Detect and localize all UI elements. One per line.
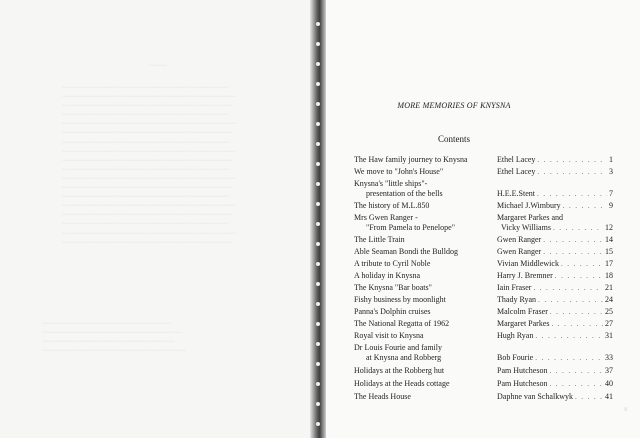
toc-entry-title: Fishy business by moonlight xyxy=(354,295,446,304)
binding-hole xyxy=(316,142,320,146)
binding-hole xyxy=(316,322,320,326)
toc-entry-title: A holiday in Knysna xyxy=(354,271,420,280)
toc-entry-title: Holidays at the Robberg hut xyxy=(354,366,445,375)
leader-dots xyxy=(563,201,607,211)
binding-hole xyxy=(316,362,320,366)
leader-dots xyxy=(549,366,603,376)
binding-hole xyxy=(316,262,320,266)
toc-entry-author: Gwen Ranger . . . 14 xyxy=(497,235,613,245)
leader-dots xyxy=(537,155,607,165)
page-number: 40 xyxy=(605,379,613,388)
binding-hole xyxy=(316,382,320,386)
toc-entry-title: The history of M.L.850 xyxy=(354,201,430,210)
toc-entry-author: Hugh Ryan . . . 31 xyxy=(497,331,613,341)
leader-dots xyxy=(543,247,603,257)
binding-hole xyxy=(316,122,320,126)
toc-entry-title: Mrs Gwen Ranger - "From Pamela to Penelope" xyxy=(354,213,455,232)
page-number: 14 xyxy=(605,235,613,244)
toc-entry-title: We move to "John's House" xyxy=(354,167,444,176)
toc-entry-title: The Heads House xyxy=(354,392,411,401)
toc-entry-author: Daphne van Schalkwyk . . . 41 xyxy=(497,392,613,402)
toc-entry-author: Iain Fraser . . . 21 xyxy=(497,283,613,293)
leader-dots xyxy=(535,331,603,341)
binding-hole xyxy=(316,42,320,46)
toc-entry-title: Able Seaman Bondi the Bulldog xyxy=(354,247,458,256)
toc-entry-title: The National Regatta of 1962 xyxy=(354,319,450,328)
toc-entry-author: Thady Ryan . . . 24 xyxy=(497,295,613,305)
toc-entry-author: Gwen Ranger . . . 15 xyxy=(497,247,613,257)
leader-dots xyxy=(538,295,603,305)
toc-entry-author: Pam Hutcheson . . . 40 xyxy=(497,379,613,389)
toc-entry-author: Ethel Lacey . . . 3 xyxy=(497,167,613,177)
toc-entry-title: Royal visit to Knysna xyxy=(354,331,424,340)
contents-heading: Contents xyxy=(437,134,470,144)
toc-entry-title: Dr Louis Fourie and family at Knysna and Robberg xyxy=(354,343,442,362)
toc-entry-title: The Haw family journey to Knysna xyxy=(354,155,468,164)
toc-entry-author: Michael J.Wimbury . . . 9 xyxy=(497,201,613,211)
bleed-through-text: ~~~~~ xyxy=(148,62,167,70)
binding-hole xyxy=(316,222,320,226)
binding-hole xyxy=(316,182,320,186)
binding-hole xyxy=(316,162,320,166)
page-number: 9 xyxy=(609,201,613,210)
leader-dots xyxy=(575,392,603,402)
page-number: 17 xyxy=(605,259,613,268)
toc-entry-author: H.E.E.Stent . . . 7 xyxy=(497,189,613,199)
page-number: 27 xyxy=(605,319,613,328)
toc-entry-author: Margaret Parkes . . . 27 xyxy=(497,319,613,329)
page-number: 15 xyxy=(605,247,613,256)
toc-entry-author: Bob Fourie . . . 33 xyxy=(497,353,613,363)
binding-hole xyxy=(316,102,320,106)
page-number: 7 xyxy=(609,189,613,198)
left-page xyxy=(0,0,314,438)
binding-hole xyxy=(316,282,320,286)
page-number: 18 xyxy=(605,271,613,280)
toc-entry-author: Ethel Lacey . . . 1 xyxy=(497,155,613,165)
leader-dots xyxy=(535,353,603,363)
leader-dots xyxy=(537,167,607,177)
toc-entry-title: The Knysna "Bar boats" xyxy=(354,283,432,292)
page-number: 41 xyxy=(605,392,613,401)
binding-hole xyxy=(316,242,320,246)
toc-entry-title: Holidays at the Heads cottage xyxy=(354,379,450,388)
page-corner-mark: \/ xyxy=(624,407,628,413)
binding-hole xyxy=(316,202,320,206)
page-number: 25 xyxy=(605,307,613,316)
bleed-through-text: ~~~~~~~~~~~~~~~~~~~~~~~~~~~~~~~~~~~~~~~~~~~~ ~~~~~~~~~~~~~~~~~~~~~~~~~~~~~~~~~~~~~~~~~~~~~~ ~~~~~~~~~~~~~~~~~~~~~~~~~~~~~~~~~~~~~~~~~~~~~ ~~~~~~~~~~~~~~~~~~~~~~~~~~~~~~~~~~~~~~~~~~~~ ~~~~~~~~~~~~~~~~~~~~~~~~~~~~~~~~~~~~~~~~~~~~~~ ~~~~~~~~~~~~~~~~~~~~~~~~~~~~~~~~~~~~~~~~~~~~~ ~~~~~~~~~~~~~~~~~~~~~~~~~~~~~~~~~~~~~~~~~~~~ ~~~~~~~~~~~~~~~~~~~~~~~~~~~~~~~~~~~~~~~~~~~~~~ ~~~~~~~~~~~~~~~~~~~~~~~~~~~~~~~~~~~~~~~~~~~~~ ~~~~~~~~~~~~~~~~~~~~~~~~~~~~~~~~~~~~~~~~~~~~ ~~~~~~~~~~~~~~~~~~~~~~~~~~~~~~~~~~~~~~~~~~~~~~ ~~~~~~~~~~~~~~~~~~~~~~~~~~~~~~~~~~~~~~~~~~~~~ ~~~~~~~~~~~~~~~~~~~~~~~~~~~~~~~~~~~~~~~~~~~~ ~~~~~~~~~~~~~~~~~~~~~~~~~~~~~~~~~~~~~~~~~~~~~~ ~~~~~~~~~~~~~~~~~~~~~~~~~~~~~~~~~~~~~~~~~~~~~ ~~~~~~~~~~~~~~~~~~~~~~~~~~~~~~~~~~~~~~~~~~~~ ~~~~~~~~~~~~~~~~~~~~~~~~~~~~~~~~~~~~~~~~~~~~~~ ~~~~~~~~~~~~~~~~~~~~~~~~~~~~~~~~~~~~~~~~~~~~~ xyxy=(62,84,237,247)
book-title: MORE MEMORIES OF KNYSNA xyxy=(397,101,511,110)
toc-entry-title: Panna's Dolphin cruises xyxy=(354,307,431,316)
page-number: 3 xyxy=(609,167,613,176)
leader-dots xyxy=(561,259,603,269)
toc-entry-author: Malcolm Fraser . . . 25 xyxy=(497,307,613,317)
toc-entry-title: A tribute to Cyril Noble xyxy=(354,259,431,268)
page-number: 37 xyxy=(605,366,613,375)
leader-dots xyxy=(537,189,607,199)
leader-dots xyxy=(549,379,603,389)
binding-hole xyxy=(316,82,320,86)
page-number: 24 xyxy=(605,295,613,304)
leader-dots xyxy=(550,307,603,317)
bleed-through-text: ~~~~~~~~~~~~~~~~~~~~~~~~~~~~~~~~~~ ~~~~~~~~~~~~~~~~~~~~~~~~~~~~~~~~~~~~~ ~~~~~~~~~~~~~~~~~~~~~~~~~~~~~~~~~~~ ~~~~~~~~~~~~~~~~~~~~~~~~~~~~~~~~~~~~~~ xyxy=(42,320,186,356)
leader-dots xyxy=(555,271,603,281)
binding-hole xyxy=(316,62,320,66)
binding-hole xyxy=(316,422,320,426)
page-number: 31 xyxy=(605,331,613,340)
page-number: 21 xyxy=(605,283,613,292)
leader-dots xyxy=(552,319,604,329)
leader-dots xyxy=(533,283,603,293)
toc-entry-title: The Little Train xyxy=(354,235,405,244)
leader-dots xyxy=(553,223,603,233)
leader-dots xyxy=(543,235,603,245)
toc-entry-author: Harry J. Bremner . . . 18 xyxy=(497,271,613,281)
toc-entry-title: Knysna's "little ships"- presentation of the bells xyxy=(354,179,443,198)
binding-hole xyxy=(316,302,320,306)
binding-hole xyxy=(316,402,320,406)
page-number: 33 xyxy=(605,353,613,362)
page-number: 1 xyxy=(609,155,613,164)
toc-entry-author: Vivian Middlewick . . . 17 xyxy=(497,259,613,269)
page-number: 12 xyxy=(605,223,613,232)
binding-hole xyxy=(316,342,320,346)
toc-entry-author: Margaret Parkes and Vicky Williams . . . 12 xyxy=(497,213,613,233)
toc-entry-author: Pam Hutcheson . . . 37 xyxy=(497,366,613,376)
binding-hole xyxy=(316,22,320,26)
